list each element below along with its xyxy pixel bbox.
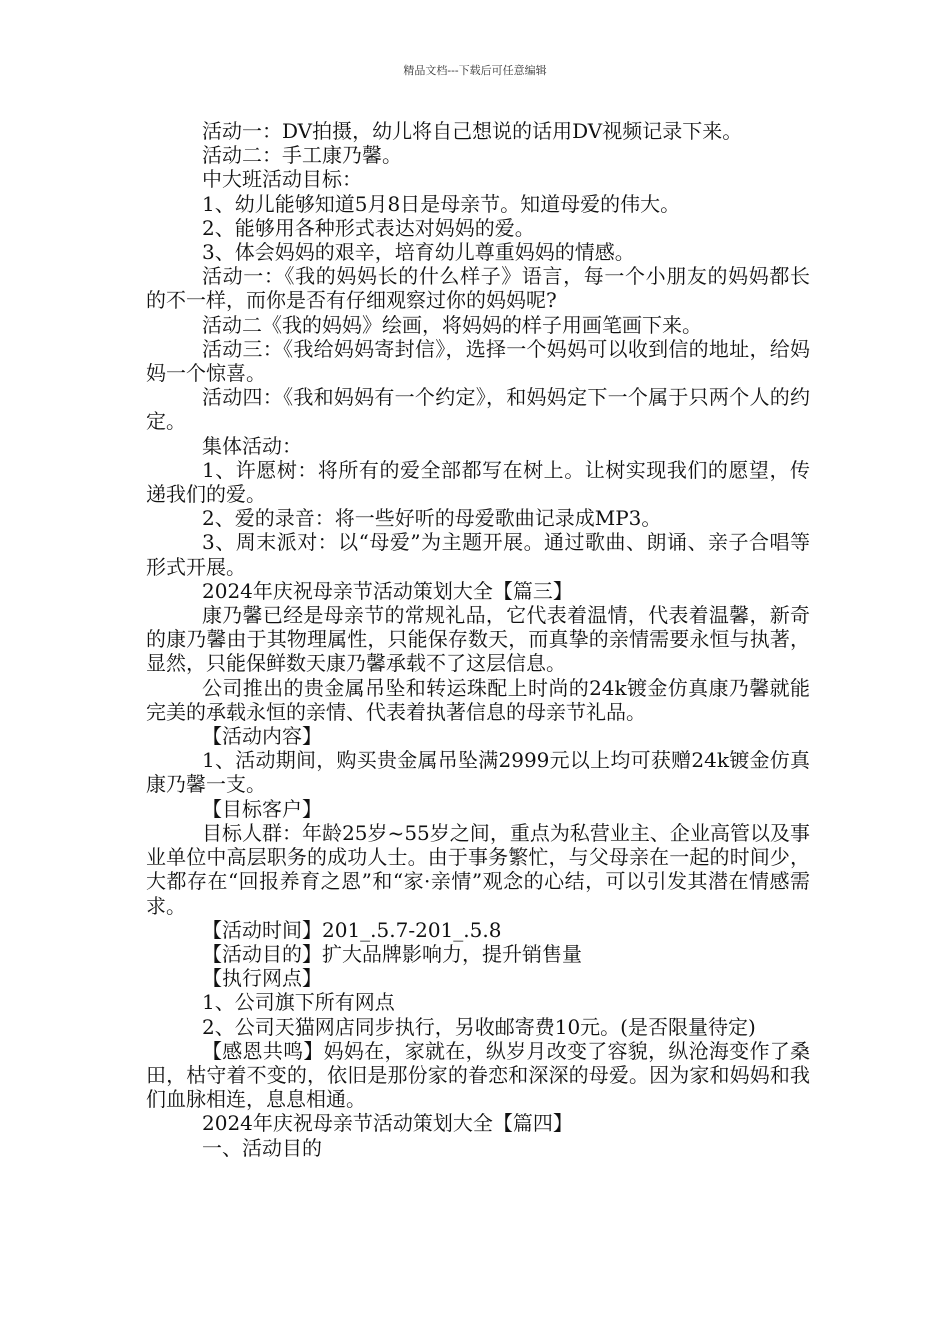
section-heading: 2024年庆祝母亲节活动策划大全【篇三】 (202, 578, 573, 603)
subheading: 【目标客户】 (202, 796, 322, 821)
paragraph: 2、爱的录音：将一些好听的母爱歌曲记录成MP3。 (202, 506, 662, 531)
paragraph: 【活动时间】201_.5.7-201_.5.8 (202, 917, 502, 942)
paragraph: 【活动目的】扩大品牌影响力，提升销售量 (202, 941, 582, 966)
paragraph: 活动一：DV拍摄，幼儿将自己想说的话用DV视频记录下来。 (202, 119, 743, 143)
paragraph: 3、体会妈妈的艰辛，培育幼儿尊重妈妈的情感。 (202, 240, 635, 265)
paragraph: 活动二《我的妈妈》绘画，将妈妈的样子用画笔画下来。 (202, 312, 702, 337)
paragraph: 1、公司旗下所有网点 (202, 990, 395, 1015)
paragraph: 中大班活动目标： (202, 167, 362, 192)
paragraph: 1、活动期间，购买贵金属吊坠满2999元以上均可获赠24k镀金仿真康乃馨一支。 (146, 748, 810, 797)
paragraph: 活动四：《我和妈妈有一个约定》，和妈妈定下一个属于只两个人的约定。 (146, 385, 810, 434)
paragraph: 1、许愿树：将所有的爱全部都写在树上。让树实现我们的愿望，传递我们的爱。 (146, 457, 810, 507)
paragraph: 1、幼儿能够知道5月8日是母亲节。知道母爱的伟大。 (202, 191, 681, 216)
paragraph: 活动二：手工康乃馨。 (202, 143, 402, 168)
page-header: 精品文档---下载后可任意编辑 (403, 64, 547, 77)
paragraph: 公司推出的贵金属吊坠和转运珠配上时尚的24k镀金仿真康乃馨就能完美的承载永恒的亲情、代表着执著信息的母亲节礼品。 (146, 675, 810, 724)
paragraph: 2、公司天猫网店同步执行，另收邮寄费10元。(是否限量待定) (202, 1014, 756, 1039)
section-heading: 2024年庆祝母亲节活动策划大全【篇四】 (202, 1111, 573, 1136)
paragraph: 活动三：《我给妈妈寄封信》，选择一个妈妈可以收到信的地址，给妈妈一个惊喜。 (146, 336, 810, 386)
subheading: 【执行网点】 (202, 966, 322, 991)
paragraph: 活动一：《我的妈妈长的什么样子》语言，每一个小朋友的妈妈都长的不一样，而你是否有仔细观察过你的妈妈呢? (146, 264, 810, 313)
subheading: 【活动内容】 (202, 724, 322, 749)
document-body (146, 119, 810, 1160)
paragraph: 一、活动目的 (202, 1135, 322, 1160)
paragraph: 康乃馨已经是母亲节的常规礼品，它代表着温情，代表着温馨，新奇的康乃馨由于其物理属性，只能保存数天，而真挚的亲情需要永恒与执著，显然，只能保鲜数天康乃馨承载不了这层信息。 (146, 603, 810, 676)
paragraph: 【感恩共鸣】妈妈在，家就在，纵岁月改变了容貌，纵沧海变作了桑田，枯守着不变的，依旧是那份家的眷恋和深深的母爱。因为家和妈妈和我们血脉相连，息息相通。 (146, 1038, 810, 1112)
paragraph: 集体活动： (202, 433, 302, 458)
paragraph: 3、周末派对：以“母爱”为主题开展。通过歌曲、朗诵、亲子合唱等形式开展。 (146, 530, 810, 579)
paragraph: 2、能够用各种形式表达对妈妈的爱。 (202, 215, 535, 240)
paragraph: 目标人群：年龄25岁~55岁之间，重点为私营业主、企业高管以及事业单位中高层职务的成功人士。由于事务繁忙，与父母亲在一起的时间少，大都存在“回报养育之恩”和“家·亲情”观念的心结，可以引发其潜在情感需求。 (146, 820, 810, 918)
